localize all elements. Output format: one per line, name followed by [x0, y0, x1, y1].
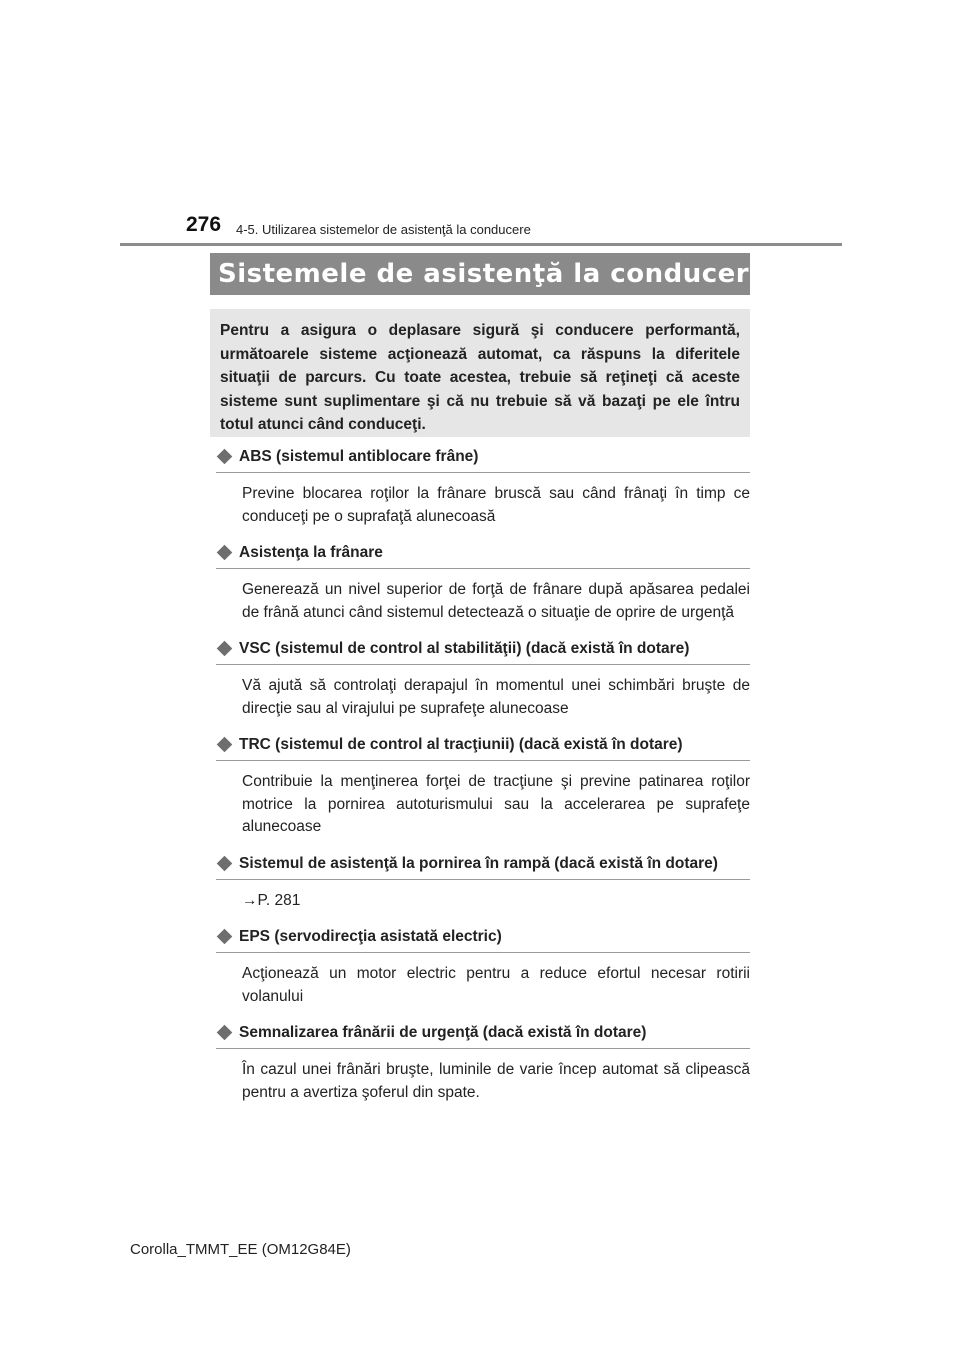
item-title: Sistemul de asistenţă la pornirea în rampă (dacă există în dotare)	[239, 854, 718, 872]
list-item	[216, 1022, 750, 1104]
list-item	[216, 734, 750, 839]
item-title: EPS (servodirecţia asistată electric)	[239, 928, 502, 945]
item-body: În cazul unei frânări bruşte, luminile de varie încep automat să clipească pentru a avertiza şoferul din spate.	[242, 1061, 750, 1101]
list-item	[216, 638, 750, 720]
section-label: 4-5. Utilizarea sistemelor de asistenţă la conducere	[236, 222, 531, 237]
item-body: Contribuie la menţinerea forţei de tracţiune şi previne patinarea roţilor motrice la pornirea autoturismului sau la accelerarea pe suprafeţe alunecoase	[242, 773, 750, 835]
header-rule	[120, 243, 842, 246]
spacer	[216, 624, 750, 638]
list-item	[216, 853, 750, 913]
spacer	[216, 912, 750, 926]
item-title: ABS (sistemul antiblocare frâne)	[239, 448, 479, 465]
item-body: Acţionează un motor electric pentru a reduce efortul necesar rotirii volanului	[242, 965, 750, 1005]
diamond-icon	[217, 855, 233, 871]
item-heading	[216, 542, 750, 569]
item-heading	[216, 1022, 750, 1049]
spacer	[216, 1008, 750, 1022]
item-heading	[216, 734, 750, 761]
spacer	[216, 528, 750, 542]
list-item	[216, 926, 750, 1008]
item-title: Asistenţa la frânare	[239, 544, 383, 561]
item-heading	[216, 446, 750, 473]
item-title: TRC (sistemul de control al tracţiunii) (dacă există în dotare)	[239, 736, 683, 753]
item-heading	[216, 926, 750, 953]
item-heading	[216, 638, 750, 665]
footer-label: Corolla_TMMT_EE (OM12G84E)	[130, 1241, 351, 1258]
list-item	[216, 542, 750, 624]
item-body: Generează un nivel superior de forţă de frânare după apăsarea pedalei de frână atunci când sistemul detectează o situaţie de oprire de urgenţă	[242, 581, 750, 621]
page-reference-link[interactable]: →P. 281	[242, 891, 301, 909]
item-title: VSC (sistemul de control al stabilităţii) (dacă există în dotare)	[239, 640, 690, 657]
item-body: Vă ajută să controlaţi derapajul în momentul unei schimbări bruşte de direcţie sau al virajului pe suprafeţe alunecoase	[242, 677, 750, 717]
diamond-icon	[217, 545, 233, 561]
item-title: Semnalizarea frânării de urgenţă (dacă există în dotare)	[239, 1024, 647, 1041]
intro-box	[210, 309, 750, 437]
item-body: Previne blocarea roţilor la frânare bruscă sau când frânaţi în timp ce conduceţi pe o suprafaţă alunecoasă	[242, 485, 750, 525]
diamond-icon	[217, 929, 233, 945]
page-title: Sistemele de asistenţă la conducere	[218, 259, 768, 289]
content	[216, 446, 750, 1104]
title-bar	[210, 253, 768, 295]
diamond-icon	[217, 1025, 233, 1041]
item-heading	[216, 853, 750, 880]
diamond-icon	[217, 449, 233, 465]
diamond-icon	[217, 641, 233, 657]
spacer	[216, 839, 750, 853]
intro-text: Pentru a asigura o deplasare sigură şi conducere performantă, următoarele sisteme acţionează automat, ca răspuns la diferitele situaţii de parcurs. Cu toate acestea, trebuie să reţineţi că aceste sisteme sunt suplimentare şi că nu trebuie să vă bazaţi pe ele întru totul atunci când conduceţi.	[220, 322, 740, 433]
list-item	[216, 446, 750, 528]
page-number: 276	[186, 213, 222, 236]
diamond-icon	[217, 737, 233, 753]
spacer	[216, 720, 750, 734]
